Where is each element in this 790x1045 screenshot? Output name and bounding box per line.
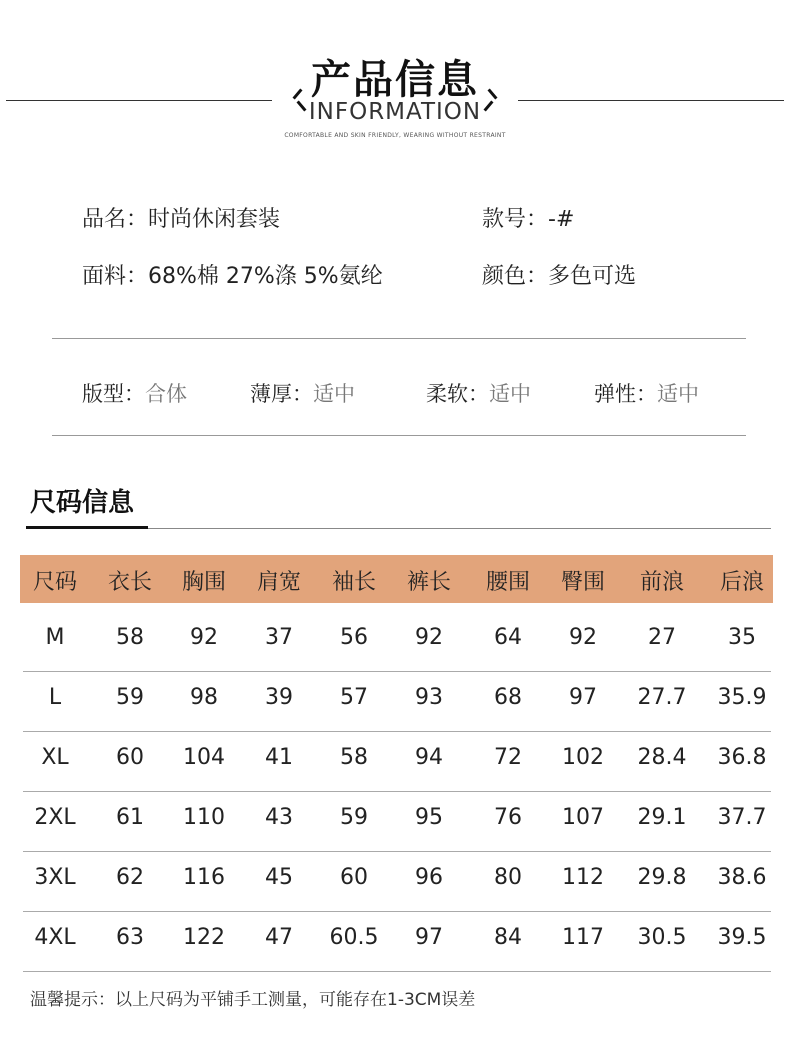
column-header: 袖长 [331, 570, 377, 595]
table-cell: 36.8 [717, 745, 767, 770]
table-cell: 37.7 [717, 805, 767, 830]
size-label: L [48, 685, 62, 710]
column-header: 衣长 [107, 570, 153, 595]
table-cell: 35 [728, 625, 756, 650]
attr-label: 版型： [82, 382, 145, 406]
fabric-label: 面料： [82, 264, 149, 289]
table-cell: 41 [265, 745, 293, 770]
table-row [20, 865, 773, 925]
table-cell: 35.9 [717, 685, 767, 710]
measurement-note: 温馨提示：以上尺码为平铺手工测量，可能存在1-3CM误差 [30, 990, 476, 1010]
fabric-value: 68%棉 27%涤 5%氨纶 [148, 264, 383, 289]
table-cell: 104 [183, 745, 225, 770]
attr-label: 柔软： [426, 382, 489, 406]
table-cell: 43 [265, 805, 293, 830]
table-cell: 98 [190, 685, 218, 710]
table-cell: 122 [183, 925, 225, 950]
table-cell: 27.7 [637, 685, 687, 710]
product-name-value: 时尚休闲套装 [148, 207, 281, 232]
table-cell: 29.8 [637, 865, 687, 890]
table-cell: 27 [648, 625, 676, 650]
table-cell: 59 [116, 685, 144, 710]
table-row [20, 745, 773, 805]
table-cell: 76 [494, 805, 522, 830]
attr-elasticity [594, 378, 699, 408]
size-label: 4XL [34, 925, 76, 950]
table-cell: 56 [340, 625, 368, 650]
table-cell: 63 [116, 925, 144, 950]
table-cell: 57 [340, 685, 368, 710]
divider [52, 338, 746, 339]
product-name-row [82, 202, 280, 233]
attr-softness [426, 378, 531, 408]
page-tagline: COMFORTABLE AND SKIN FRIENDLY, WEARING WITHOUT RESTRAINT [284, 132, 506, 139]
table-cell: 107 [562, 805, 604, 830]
table-cell: 110 [183, 805, 225, 830]
attr-value: 适中 [313, 382, 355, 406]
table-cell: 37 [265, 625, 293, 650]
column-header: 尺码 [32, 570, 78, 595]
table-cell: 94 [415, 745, 443, 770]
size-label: XL [41, 745, 69, 770]
attr-label: 弹性： [594, 382, 657, 406]
color-row [482, 259, 636, 290]
color-value: 多色可选 [548, 264, 637, 289]
table-cell: 39 [265, 685, 293, 710]
section-rule-accent [26, 526, 148, 529]
column-header: 胸围 [181, 570, 227, 595]
row-divider [23, 671, 771, 672]
table-cell: 58 [116, 625, 144, 650]
table-cell: 116 [183, 865, 225, 890]
table-cell: 93 [415, 685, 443, 710]
column-header: 前浪 [639, 570, 685, 595]
table-cell: 60 [116, 745, 144, 770]
table-cell: 95 [415, 805, 443, 830]
column-header: 臀围 [560, 570, 606, 595]
table-cell: 30.5 [637, 925, 687, 950]
style-no-value: -# [548, 207, 575, 232]
attr-value: 适中 [489, 382, 531, 406]
size-section-title: 尺码信息 [30, 488, 135, 518]
column-header: 后浪 [719, 570, 765, 595]
table-cell: 102 [562, 745, 604, 770]
attr-fit [82, 378, 187, 408]
product-name-label: 品名： [82, 207, 149, 232]
divider [52, 435, 746, 436]
style-no-row [482, 202, 574, 233]
table-row [20, 925, 773, 985]
table-cell: 92 [569, 625, 597, 650]
attr-value: 适中 [657, 382, 699, 406]
style-no-label: 款号： [482, 207, 549, 232]
row-divider [23, 971, 771, 972]
table-cell: 64 [494, 625, 522, 650]
size-table-header [20, 555, 773, 603]
table-cell: 68 [494, 685, 522, 710]
table-cell: 97 [569, 685, 597, 710]
column-header: 腰围 [485, 570, 531, 595]
column-header: 肩宽 [256, 570, 302, 595]
row-divider [23, 731, 771, 732]
table-cell: 96 [415, 865, 443, 890]
table-row [20, 625, 773, 685]
table-cell: 45 [265, 865, 293, 890]
table-cell: 60 [340, 865, 368, 890]
table-cell: 61 [116, 805, 144, 830]
page-title: 产品信息 [311, 57, 479, 103]
attr-value: 合体 [145, 382, 187, 406]
size-label: M [45, 625, 65, 650]
table-cell: 47 [265, 925, 293, 950]
row-divider [23, 791, 771, 792]
table-cell: 97 [415, 925, 443, 950]
size-label: 2XL [34, 805, 76, 830]
table-cell: 117 [562, 925, 604, 950]
table-cell: 58 [340, 745, 368, 770]
row-divider [23, 911, 771, 912]
table-cell: 112 [562, 865, 604, 890]
table-cell: 62 [116, 865, 144, 890]
table-cell: 59 [340, 805, 368, 830]
table-cell: 84 [494, 925, 522, 950]
size-label: 3XL [34, 865, 76, 890]
color-label: 颜色： [482, 264, 549, 289]
table-cell: 92 [415, 625, 443, 650]
attr-label: 薄厚： [250, 382, 313, 406]
fabric-row [82, 259, 383, 290]
table-cell: 60.5 [329, 925, 379, 950]
table-cell: 80 [494, 865, 522, 890]
table-row [20, 685, 773, 745]
table-cell: 29.1 [637, 805, 687, 830]
table-cell: 72 [494, 745, 522, 770]
row-divider [23, 851, 771, 852]
table-cell: 92 [190, 625, 218, 650]
attr-thickness [250, 378, 355, 408]
page-subtitle: INFORMATION [308, 99, 482, 125]
table-cell: 39.5 [717, 925, 767, 950]
column-header: 裤长 [406, 570, 452, 595]
table-row [20, 805, 773, 865]
table-cell: 28.4 [637, 745, 687, 770]
table-cell: 38.6 [717, 865, 767, 890]
